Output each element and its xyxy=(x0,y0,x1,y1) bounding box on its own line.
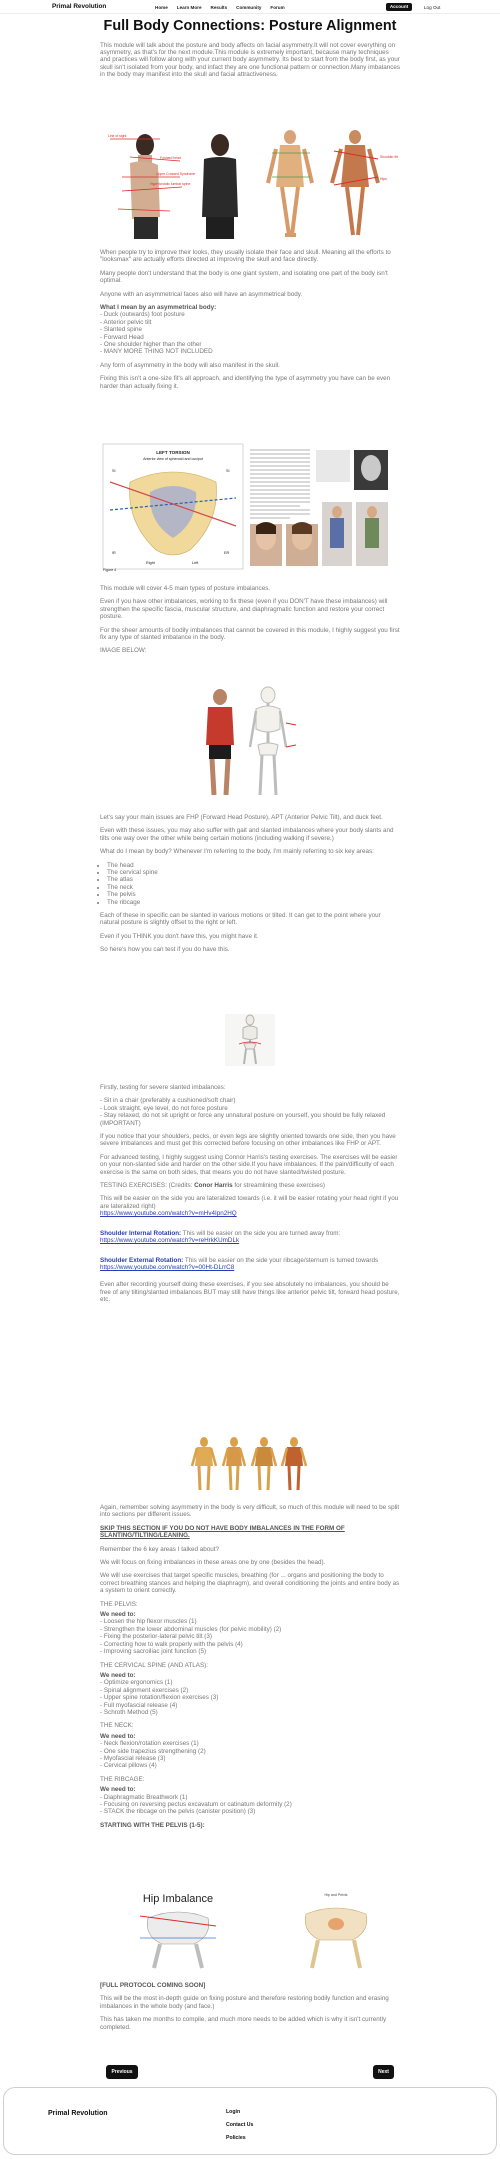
footer-contact-link[interactable]: Contact Us xyxy=(226,2122,254,2128)
list-item: - Strengthen the lower abdominal muscles (for pelvic mobility) (2) xyxy=(100,1625,282,1633)
list-item: - Slanted spine xyxy=(100,326,143,334)
list-item: - Look straight, eye level, do not force posture xyxy=(100,1104,228,1112)
paragraph-even-with: Even with these issues, you may also suffer with gait and slanted imbalances where your body slants and tilts one way over the other while being certain motions (including walking if severe.) xyxy=(100,827,394,842)
testing-exercises-credit xyxy=(100,1182,400,1189)
paragraph-giant-system: Many people don't understand that the body is one giant system, and isolating one part of the body isn't optimal. xyxy=(100,269,388,285)
label-upper-crossed: Upper Crossed Syndrome xyxy=(156,172,196,176)
nav-results[interactable]: Results xyxy=(210,5,228,10)
nav-learn-more[interactable]: Learn More xyxy=(176,5,202,10)
paragraph-exercises: We will use exercises that target specific muscles, breathing (for ... organs and positioning the body to correct breathing stances and helping the diaphragm), and overall conditioning the joints and entire body as a system to orient correctly. xyxy=(100,1572,400,1595)
nav-community[interactable]: Community xyxy=(236,5,262,10)
torsion-title: LEFT TORSION xyxy=(156,450,190,455)
youtube-link-neck-rotation[interactable]: https://www.youtube.com/watch?v=mHv4Ipn2HQ xyxy=(100,1210,237,1218)
paragraph-again: Again, remember solving asymmetry in the body is very difficult, so much of this module will need to be split into sections per different issues. xyxy=(100,1504,400,1519)
asymmetric-face-photo-1 xyxy=(250,522,282,566)
list-item: - MANY MORE THING NOT INCLUDED xyxy=(100,348,213,356)
section-why-body xyxy=(100,249,400,396)
list-item: - Spinal alignment exercises (2) xyxy=(100,1686,189,1694)
logout-link[interactable]: Log Out xyxy=(424,5,441,10)
cervical-need: We need to: xyxy=(100,1671,136,1679)
list-item: - Diaphragmatic Breathwork (1) xyxy=(100,1793,188,1801)
section-body-areas xyxy=(100,814,400,960)
hip-pelvis-illustration xyxy=(305,1908,366,1968)
hip-pelvis-right-title: Hip and Pelvis xyxy=(324,1893,348,1897)
scanned-article-image xyxy=(250,450,310,518)
list-item: - STACK the ribcage on the pelvis (canister position) (3) xyxy=(100,1808,256,1816)
list-item: - Loosen the hip flexor muscles (1) xyxy=(100,1618,197,1626)
neck-list xyxy=(100,1740,400,1770)
skeleton-image xyxy=(250,687,286,795)
axis-label-left: Left xyxy=(192,561,199,565)
paragraph-think: Even if you THINK you don't have this, you might have it. xyxy=(100,932,259,940)
man-in-shirt-image xyxy=(206,689,234,795)
list-item: • The head xyxy=(107,862,400,869)
neck-need: We need to: xyxy=(100,1732,136,1740)
footer-brand[interactable]: Primal Revolution xyxy=(48,2110,108,2117)
hip-imbalance-title: Hip Imbalance xyxy=(142,1893,214,1905)
list-item: • The pelvis xyxy=(107,891,400,898)
label-line-of-sight: Line of sight xyxy=(108,134,127,138)
axis-label-er: ER xyxy=(224,551,230,555)
list-item: • The cervical spine xyxy=(107,869,400,876)
shoulder-external-text xyxy=(100,1257,400,1264)
pelvis-list xyxy=(100,1618,400,1655)
list-item: • The neck xyxy=(107,884,400,891)
skull-torsion-figure xyxy=(100,442,400,572)
paragraph-advanced: For advanced testing, I highly suggest using Connor Harris's testing exercises. The exercises will be easier on your non-slanted side and harder on the other side.If you have imbalances. If the pain/difficulty of each exercise is the same on both sides, that means you do not have slanted/twisted posture. xyxy=(100,1153,398,1176)
paragraph-any-form: Any form of asymmetry in the body will also manifest in the skull. xyxy=(100,361,280,369)
footer-policies-link[interactable]: Policies xyxy=(226,2135,246,2141)
anatomy-figure-front xyxy=(192,1437,216,1490)
section-testing xyxy=(100,1084,400,1310)
shoulder-internal-text xyxy=(100,1230,400,1237)
ribcage-need: We need to: xyxy=(100,1786,136,1794)
xray-left-image xyxy=(316,450,350,482)
axis-label-si-right: SI xyxy=(226,469,230,473)
list-item: - Sit in a chair (preferably a cushioned/soft chair) xyxy=(100,1097,236,1105)
pelvis-heading: THE PELVIS: xyxy=(100,1600,138,1608)
section-closing xyxy=(100,1982,400,2037)
list-item: - One shoulder higher than the other xyxy=(100,341,202,349)
nav-links xyxy=(155,4,285,12)
four-anatomy-figures xyxy=(190,1436,310,1492)
youtube-link-shoulder-external[interactable]: https://www.youtube.com/watch?v=00Ht-DLrrC8 xyxy=(100,1263,235,1271)
shoulder-external-desc: This will be easier on the side your ribcage/sternum is turned towards xyxy=(183,1256,379,1264)
paragraph-what-mean: What do I mean by body? Whenever I'm referring to the body, I'm mainly referring to six key areas: xyxy=(100,848,374,856)
torsion-subtitle: Anterior view of sphenoid and occiput xyxy=(143,457,203,461)
hip-imbalance-figure xyxy=(100,1888,400,1970)
axis-label-right: Right xyxy=(146,561,155,565)
module-content xyxy=(100,19,400,85)
section-imbalances xyxy=(100,585,400,661)
ribcage-heading: THE RIBCAGE: xyxy=(100,1775,145,1783)
list-item: - Improving sacroiliac joint function (5) xyxy=(100,1648,207,1656)
top-navbar xyxy=(0,0,500,14)
paragraph-notice: If you notice that your shoulders, pecks, or even legs are slightly oriented towards one side, then you have severe imbalances and must get this corrected before focusing on other imbalances like FHP or APT. xyxy=(100,1133,396,1148)
list-item: - One side trapezius strengthening (2) xyxy=(100,1747,206,1755)
list-item: - Forward Head xyxy=(100,333,144,341)
shoulder-external-label: Shoulder External Rotation: xyxy=(100,1256,184,1264)
starting-pelvis-heading: STARTING WITH THE PELVIS (1-5): xyxy=(100,1821,205,1829)
asymmetry-list xyxy=(100,311,400,355)
paragraph-each: Each of these in specific can be slanted in various motions or tilted. It can get to the point where your natural posture is slightly offset to the right or left. xyxy=(100,912,381,927)
pelvis-need: We need to: xyxy=(100,1611,136,1619)
list-item: • The atlas xyxy=(107,876,400,883)
anatomy-figure-side xyxy=(223,1437,245,1490)
pelvis-bone-illustration xyxy=(140,1912,216,1968)
list-item: - Myofascial release (3) xyxy=(100,1754,166,1762)
paragraph-focus: We will focus on fixing imbalances in these areas one by one (besides the head). xyxy=(100,1559,326,1567)
list-item: - Upper spine rotation/flexion exercises (3) xyxy=(100,1694,219,1702)
youtube-link-shoulder-internal[interactable]: https://www.youtube.com/watch?v=reHrkKUmDLk xyxy=(100,1237,240,1245)
neck-heading: THE NECK: xyxy=(100,1722,134,1730)
site-footer xyxy=(3,2087,497,2155)
credit-prefix: TESTING EXERCISES: (Credits: xyxy=(100,1182,195,1190)
list-item: - Duck (outwards) foot posture xyxy=(100,311,185,319)
paragraph-depth: This will be the most in-depth guide on fixing posture and therefore restoring bodily function and erasing imbalances in the whole body (and face.) xyxy=(100,1995,389,2010)
list-item: - Fixing the posterior-lateral pelvic tilt (3) xyxy=(100,1633,212,1641)
list-item: • The ribcage xyxy=(107,899,400,906)
shoulder-internal-label: Shoulder Internal Rotation: xyxy=(100,1229,182,1237)
anatomy-muscle-figure-1 xyxy=(268,130,312,235)
label-hyperlordotic: Hyperlordotic lumbar spine xyxy=(150,182,191,186)
ribcage-list xyxy=(100,1794,400,1816)
anatomy-figure-back xyxy=(252,1437,276,1490)
paragraph-firstly: Firstly, testing for severe slanted imbalances: xyxy=(100,1084,226,1091)
paragraph-main-issues: Let's say your main issues are FHP (Forward Head Posture), APT (Anterior Pelvic Tilt), and duck feet. xyxy=(100,814,383,821)
next-button[interactable]: Next xyxy=(373,2065,394,2079)
body-areas-list xyxy=(100,862,400,906)
paragraph-improve: When people try to improve their looks, they usually isolate their face and skull. Meaning all the efforts to "looksmax" are actually efforts directed at improving the skull and face directly. xyxy=(100,249,391,264)
label-hips: Hips xyxy=(380,177,387,181)
spine-skeleton-small-figure xyxy=(225,1014,275,1066)
anatomy-figure-muscles xyxy=(282,1437,306,1490)
account-button[interactable]: Account xyxy=(386,3,412,11)
list-item: - Full myofascial release (4) xyxy=(100,1701,178,1709)
paragraph-remember: Remember the 6 key areas I talked about? xyxy=(100,1545,220,1553)
brand-logo[interactable]: Primal Revolution xyxy=(52,3,107,10)
asymmetric-face-photo-2 xyxy=(286,522,318,566)
paragraph-easier: This will be easier on the side you are lateralized towards (i.e. it will be easier rotating your head right if you are lateralized right) xyxy=(100,1195,399,1210)
paragraph-even: Even if you have other imbalances, working to fix these (even if you DON'T have these imbalances) will strengthen the specific fascia, muscular structure, and diaphragmatic function and restore your correct posture. xyxy=(100,598,388,621)
footer-links xyxy=(226,2106,253,2145)
axis-label-si-left: SI xyxy=(112,469,116,473)
nav-forum[interactable]: Forum xyxy=(270,5,285,10)
axis-label-ir: IR xyxy=(112,551,116,555)
paragraph-fixing: Fixing this isn't a one-size fit's all approach, and identifying the type of asymmetry you have can be even harder than actually fixing it. xyxy=(100,375,391,390)
figure-caption: Figure 4 xyxy=(103,568,117,572)
paragraph-cover: This module will cover 4-5 main types of posture imbalances. xyxy=(100,585,271,592)
skip-notice: SKIP THIS SECTION IF YOU DO NOT HAVE BODY IMBALANCES IN THE FORM OF SLANTING/TILTING/LEANING. xyxy=(100,1524,345,1540)
man-skeleton-figure xyxy=(200,685,310,800)
paragraph-sheer: For the sheer amounts of bodily imbalances that cannot be covered in this module, I highly suggest you first fix any type of slanted imbalance in the body. xyxy=(100,626,400,642)
cervical-heading: THE CERVICAL SPINE (AND ATLAS): xyxy=(100,1661,209,1669)
list-item: - Neck flexion/rotation exercises (1) xyxy=(100,1740,199,1748)
previous-button[interactable]: Previous xyxy=(106,2065,138,2079)
paragraph-months: This has taken me months to compile, and much more needs to be added which is why it isn't currently completed. xyxy=(100,2016,387,2031)
credit-suffix: for streamlining these exercises) xyxy=(232,1182,326,1190)
list-item: - Correcting how to walk properly with the pelvis (4) xyxy=(100,1640,243,1648)
nav-home[interactable]: Home xyxy=(155,5,168,10)
list-item: - Stay relaxed, do not sit upright or force any unnatural posture on yourself, you should be fully relaxed (IMPORTANT) xyxy=(100,1112,386,1127)
cervical-list xyxy=(100,1679,400,1716)
paragraph-even-after: Even after recording yourself doing these exercises, if you see absolutely no imbalances, you should be free of any tilting/slanted imbalances BUT may still have things like anterior pelvic tilt, forward head posture, etc. xyxy=(100,1281,400,1304)
list-item: - Focusing on reversing pectus excavatum or catinatum deformity (2) xyxy=(100,1801,292,1808)
full-protocol-notice: [FULL PROTOCOL COMING SOON] xyxy=(100,1982,206,1989)
side-view-person-image xyxy=(130,134,160,239)
page-title: Full Body Connections: Posture Alignment xyxy=(103,18,397,34)
list-item: - Optimize ergonomics (1) xyxy=(100,1679,173,1687)
footer-login-link[interactable]: Login xyxy=(226,2109,241,2115)
anatomy-muscle-figure-2 xyxy=(332,130,398,235)
list-item: - Anterior pelvic tilt xyxy=(100,318,152,326)
back-view-person-image xyxy=(202,134,238,239)
credit-name: Conor Harris xyxy=(194,1182,233,1190)
paragraph-anyone: Anyone with an asymmetrical faces also will have an asymmetrical body. xyxy=(100,290,303,298)
label-forward-head: Forward head xyxy=(160,156,181,160)
label-shoulder-tilt: Shoulder tilt xyxy=(380,155,398,159)
body-posture-photo-2 xyxy=(356,502,388,566)
posture-comparison-figure xyxy=(100,125,400,245)
list-item: - Schroth Method (5) xyxy=(100,1708,158,1716)
intro-paragraph: This module will talk about the posture and body affects on facial asymmetry.It will not cover everything on asymmetry, as that's for the next module.This module is extremely important, because many techniques and practices will follow along with your current body asymmetry. Its best to start from the body first, as your skull isn't isolated from your body, and infact they are one functional pattern or connection.Many imbalances in the body may manifest into the skull and facial attractiveness. xyxy=(100,41,401,79)
shoulder-internal-desc: This will be easier on the side you are turned away from: xyxy=(181,1229,341,1237)
list-item: - Cervical pillows (4) xyxy=(100,1762,157,1770)
section-protocol xyxy=(100,1504,400,1835)
testing-steps-list xyxy=(100,1097,400,1127)
paragraph-test: So here's how you can test if you do have this. xyxy=(100,946,230,954)
asymmetry-heading: What I mean by an asymmetrical body: xyxy=(100,304,217,312)
paragraph-image-below: IMAGE BELOW: xyxy=(100,647,147,655)
body-posture-photo-1 xyxy=(322,502,352,566)
